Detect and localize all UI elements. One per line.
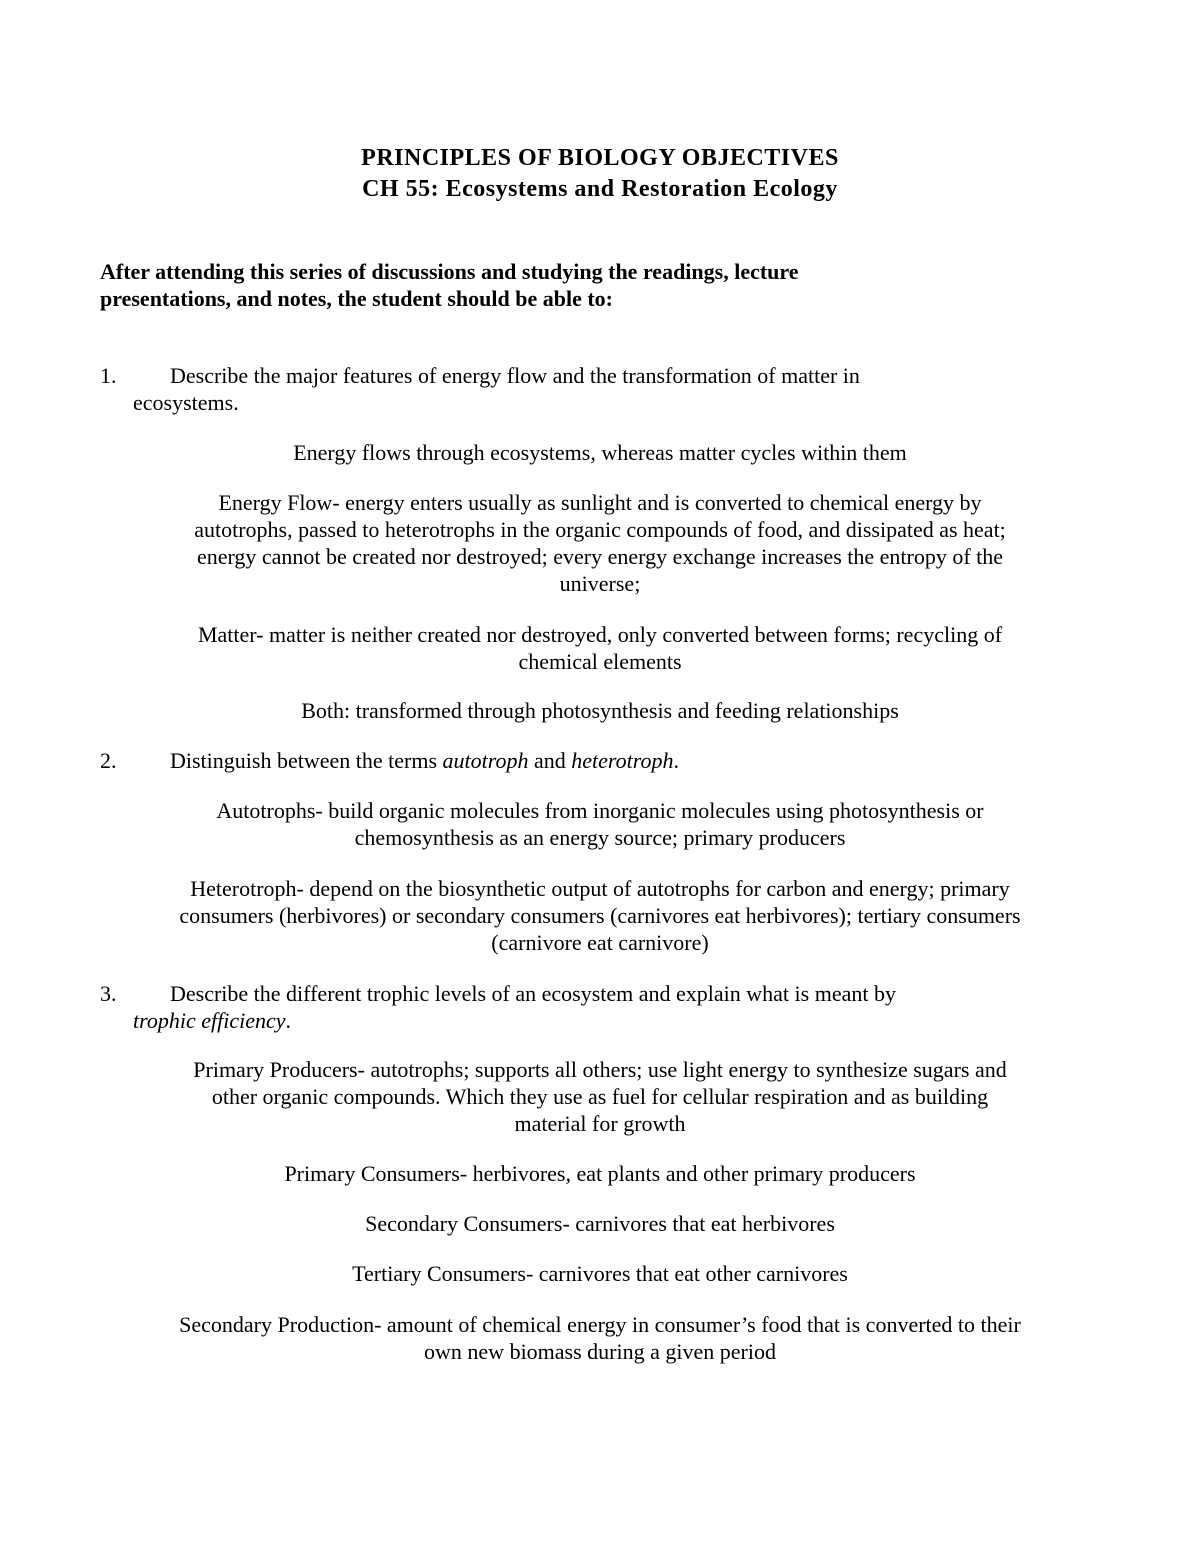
objective-text: Describe the different trophic levels of an ecosystem and explain what is meant by — [170, 981, 896, 1006]
answer-energy-matter-summary — [100, 439, 1100, 466]
answer-line: autotrophs, passed to heterotrophs in the organic compounds of food, and dissipated as heat; — [194, 517, 1006, 542]
answer-line: Autotrophs- build organic molecules from inorganic molecules using photosynthesis or — [216, 798, 984, 823]
answer-line: Matter- matter is neither created nor destroyed, only converted between forms; recycling of — [197, 622, 1003, 647]
answer-line: Primary Producers- autotrophs; supports all others; use light energy to synthesize sugars and — [193, 1057, 1007, 1082]
answer-tertiary-consumers — [100, 1260, 1100, 1287]
answer-line: universe; — [559, 571, 641, 596]
document-title — [0, 143, 1200, 205]
objective-text: Describe the major features of energy flow and the transformation of matter in — [170, 363, 860, 388]
objective-3 — [100, 980, 1060, 1034]
intro-line-1: After attending this series of discussions and studying the readings, lecture — [100, 259, 799, 284]
answer-heterotroph — [100, 875, 1100, 956]
answer-matter — [100, 621, 1100, 675]
objective-text: Distinguish between the terms — [170, 748, 443, 773]
answer-line: Energy flows through ecosystems, whereas matter cycles within them — [293, 440, 907, 465]
answer-line: Secondary Production- amount of chemical energy in consumer’s food that is converted to their — [179, 1312, 1021, 1337]
objective-number: 2. — [100, 748, 117, 773]
answer-secondary-production — [100, 1311, 1100, 1365]
answer-primary-producers — [100, 1056, 1100, 1137]
answer-line: other organic compounds. Which they use as fuel for cellular respiration and as building — [211, 1084, 989, 1109]
objective-text: . — [285, 1008, 292, 1033]
title-line-2: CH 55: Ecosystems and Restoration Ecology — [362, 176, 838, 202]
intro-line-2: presentations, and notes, the student should be able to: — [100, 286, 614, 311]
answer-both — [100, 697, 1100, 724]
answer-line: own new biomass during a given period — [424, 1339, 776, 1364]
objective-term-heterotroph: heterotroph — [571, 748, 674, 773]
answer-secondary-consumers — [100, 1210, 1100, 1237]
answer-primary-consumers — [100, 1160, 1100, 1187]
answer-line: Tertiary Consumers- carnivores that eat other carnivores — [352, 1261, 848, 1286]
answer-line: Primary Consumers- herbivores, eat plants and other primary producers — [284, 1161, 916, 1186]
objective-1 — [100, 362, 1060, 416]
answer-line: energy cannot be created nor destroyed; every energy exchange increases the entropy of the — [196, 544, 1004, 569]
answer-line: chemical elements — [518, 649, 682, 674]
objective-number: 1. — [100, 363, 117, 388]
answer-line: (carnivore eat carnivore) — [491, 930, 709, 955]
answer-line: Energy Flow- energy enters usually as sunlight and is converted to chemical energy by — [218, 490, 982, 515]
objective-term-trophic-efficiency: trophic efficiency — [133, 1008, 286, 1033]
title-line-1: PRINCIPLES OF BIOLOGY OBJECTIVES — [361, 145, 839, 171]
objective-text: . — [673, 748, 680, 773]
answer-line: Secondary Consumers- carnivores that eat herbivores — [365, 1211, 835, 1236]
objective-number: 3. — [100, 981, 117, 1006]
answer-autotrophs — [100, 797, 1100, 851]
objective-term-autotroph: autotroph — [442, 748, 529, 773]
objective-2 — [100, 747, 1060, 774]
objective-text: and — [528, 748, 572, 773]
answer-line: Both: transformed through photosynthesis and feeding relationships — [301, 698, 899, 723]
answer-line: chemosynthesis as an energy source; primary producers — [354, 825, 846, 850]
answer-line: consumers (herbivores) or secondary consumers (carnivores eat herbivores); tertiary consumers — [179, 903, 1021, 928]
answer-line: Heterotroph- depend on the biosynthetic output of autotrophs for carbon and energy; primary — [190, 876, 1010, 901]
answer-energy-flow — [100, 489, 1100, 597]
intro-paragraph — [100, 258, 1060, 312]
answer-line: material for growth — [514, 1111, 686, 1136]
objective-text-continued: ecosystems. — [133, 390, 239, 415]
